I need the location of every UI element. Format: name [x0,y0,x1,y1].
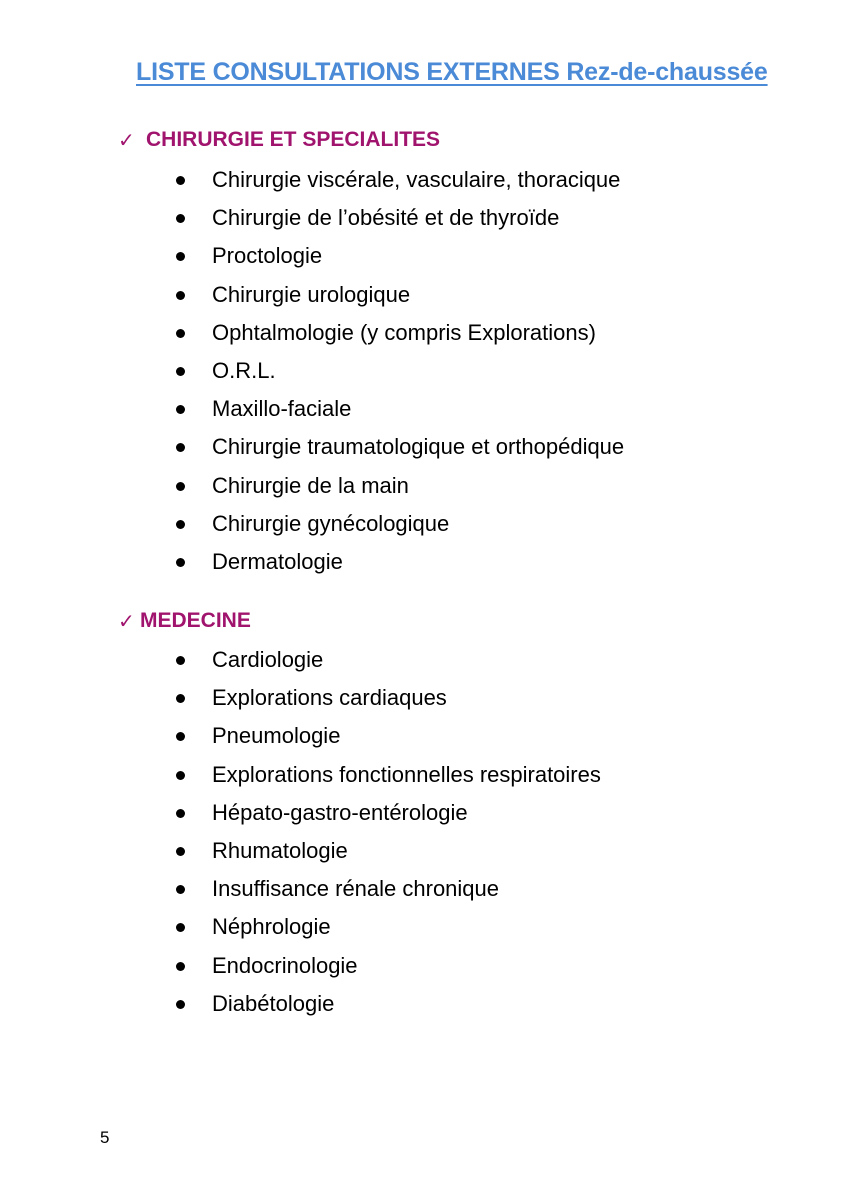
bullet-icon [176,176,185,185]
bullet-icon [176,771,185,780]
list-item-label: Proctologie [212,243,323,269]
bullet-icon [176,1000,185,1009]
bullet-icon [176,923,185,932]
list-item-label: Chirurgie de la main [212,472,409,498]
list-item-label: Chirurgie gynécologique [212,510,450,536]
section-heading-medecine [118,609,251,633]
list-item-label: Explorations cardiaques [212,685,447,711]
bullet-icon [176,520,185,529]
list-item-label: Chirurgie de l’obésité et de thyroïde [212,205,560,231]
list-item-label: Explorations fonctionnelles respiratoires [212,761,601,787]
bullet-icon [176,885,185,894]
list-item-label: Insuffisance rénale chronique [212,876,500,902]
bullet-icon [176,656,185,665]
section-heading-label: MEDECINE [140,609,251,632]
bullet-icon [176,367,185,376]
list-item-label: Endocrinologie [212,952,358,978]
bullet-icon [176,809,185,818]
list-item-label: Rhumatologie [212,837,348,863]
check-icon: ✓ [118,128,135,152]
list-item-label: Ophtalmologie (y compris Explorations) [212,319,596,345]
list-item-label: Cardiologie [212,647,324,672]
list-item-label: Chirurgie viscérale, vasculaire, thoracique [212,167,621,192]
list-item-label: Hépato-gastro-entérologie [212,799,468,825]
bullet-icon [176,694,185,703]
check-icon: ✓ [118,609,135,633]
list-item-label: Pneumologie [212,723,341,749]
list-item-label: Chirurgie traumatologique et orthopédique [212,434,625,460]
list-item-label: Maxillo-faciale [212,396,352,422]
bullet-icon [176,252,185,261]
bullet-icon [176,329,185,338]
bullet-icon [176,405,185,414]
page-title: LISTE CONSULTATIONS EXTERNES Rez-de-chaussée [136,58,768,86]
bullet-icon [176,732,185,741]
bullet-icon [176,847,185,856]
bullet-icon [176,482,185,491]
list-item-label: Diabétologie [212,990,335,1016]
bullet-icon [176,558,185,567]
list-item-label: Dermatologie [212,548,343,574]
bullet-icon [176,443,185,452]
page-number: 5 [100,1128,110,1147]
section-heading-chirurgie [118,128,440,152]
list-item-label: Chirurgie urologique [212,281,411,307]
list-item-label: O.R.L. [212,357,276,383]
list-item-label: Néphrologie [212,914,331,940]
bullet-icon [176,962,185,971]
bullet-icon [176,291,185,300]
bullet-icon [176,214,185,223]
section-heading-label: CHIRURGIE ET SPECIALITES [146,128,441,151]
